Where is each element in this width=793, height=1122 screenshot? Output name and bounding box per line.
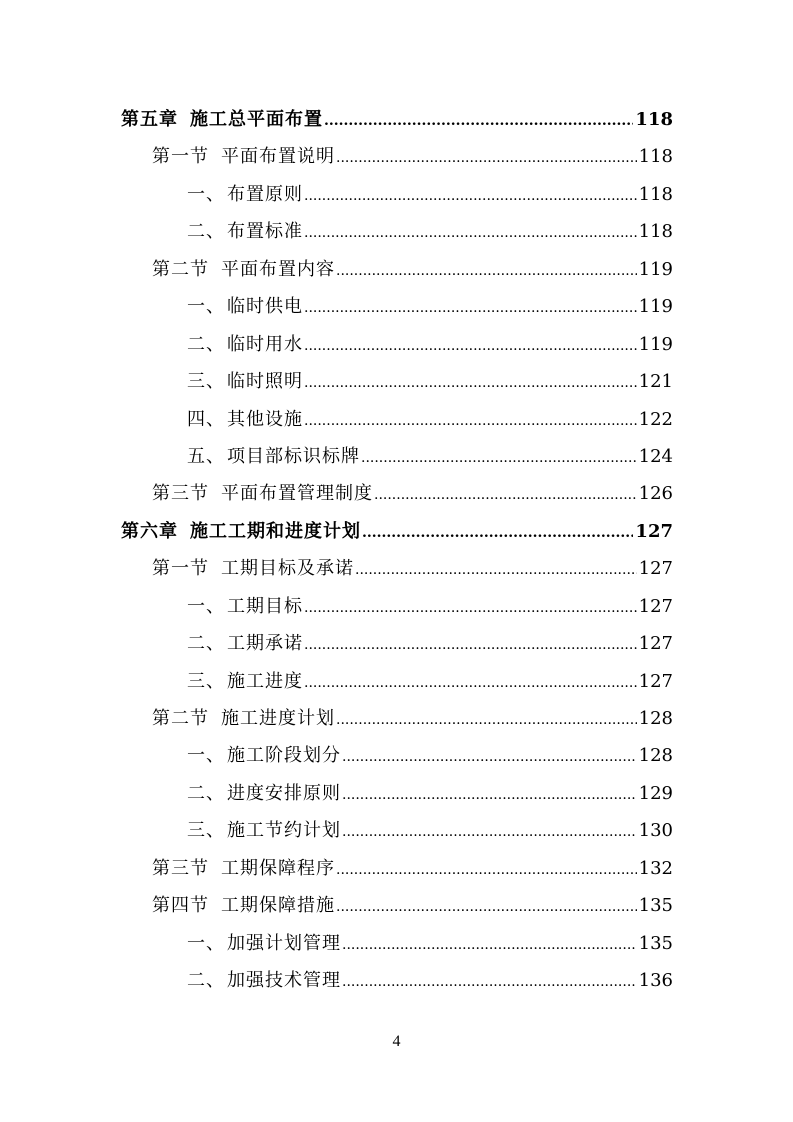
toc-entry-title: 其他设施 bbox=[227, 408, 303, 430]
toc-subsection-entry[interactable] bbox=[0, 812, 793, 849]
toc-subsection-entry[interactable] bbox=[0, 401, 793, 438]
toc-entry-number: 第四节 bbox=[152, 895, 209, 917]
toc-entry-title: 工期承诺 bbox=[227, 633, 303, 655]
toc-dot-leader bbox=[361, 445, 637, 471]
toc-dot-leader bbox=[355, 557, 637, 583]
toc-entry-number: 四、 bbox=[187, 408, 225, 430]
toc-entry-number: 一、 bbox=[187, 296, 225, 318]
toc-subsection-entry[interactable] bbox=[0, 925, 793, 962]
toc-dot-leader bbox=[342, 969, 637, 995]
toc-entry-title: 临时供电 bbox=[227, 296, 303, 318]
toc-entry-line bbox=[187, 669, 673, 696]
toc-entry-number: 二、 bbox=[187, 221, 225, 243]
toc-entry-line bbox=[187, 931, 673, 958]
toc-entry-title: 平面布置说明 bbox=[221, 146, 335, 168]
toc-entry-line bbox=[187, 818, 673, 845]
toc-section-entry[interactable] bbox=[0, 700, 793, 737]
toc-entry-page-number: 132 bbox=[638, 857, 673, 879]
toc-entry-title: 加强技术管理 bbox=[227, 970, 341, 992]
toc-entry-title: 临时照明 bbox=[227, 371, 303, 393]
toc-chapter-entry[interactable] bbox=[0, 101, 793, 138]
toc-entry-line bbox=[152, 893, 673, 920]
toc-subsection-entry[interactable] bbox=[0, 363, 793, 400]
toc-entry-title: 施工进度 bbox=[227, 670, 303, 692]
toc-entry-page-number: 127 bbox=[638, 670, 673, 692]
toc-entry-title: 平面布置内容 bbox=[221, 258, 335, 280]
toc-subsection-entry[interactable] bbox=[0, 737, 793, 774]
toc-entry-number: 一、 bbox=[187, 595, 225, 617]
toc-subsection-entry[interactable] bbox=[0, 438, 793, 475]
toc-dot-leader bbox=[304, 670, 637, 696]
toc-entry-line bbox=[187, 294, 673, 321]
toc-entry-number: 第五章 bbox=[121, 109, 178, 130]
toc-entry-number: 一、 bbox=[187, 183, 225, 205]
toc-entry-page-number: 118 bbox=[638, 183, 673, 205]
toc-entry-number: 二、 bbox=[187, 970, 225, 992]
toc-subsection-entry[interactable] bbox=[0, 962, 793, 999]
toc-entry-line bbox=[152, 556, 673, 583]
toc-entry-page-number: 119 bbox=[638, 296, 673, 318]
toc-entry-title: 加强计划管理 bbox=[227, 932, 341, 954]
toc-dot-leader bbox=[324, 108, 633, 134]
toc-entry-page-number: 122 bbox=[638, 408, 673, 430]
toc-section-entry[interactable] bbox=[0, 550, 793, 587]
toc-entry-number: 二、 bbox=[187, 333, 225, 355]
toc-entry-number: 一、 bbox=[187, 932, 225, 954]
toc-entry-number: 五、 bbox=[187, 445, 225, 467]
toc-dot-leader bbox=[304, 370, 637, 396]
toc-entry-number: 第三节 bbox=[152, 857, 209, 879]
toc-entry-page-number: 127 bbox=[638, 558, 673, 580]
toc-entry-page-number: 124 bbox=[638, 445, 673, 467]
toc-dot-leader bbox=[342, 744, 637, 770]
toc-entry-line bbox=[187, 743, 673, 770]
toc-entry-page-number: 121 bbox=[638, 371, 673, 393]
toc-chapter-entry[interactable] bbox=[0, 513, 793, 550]
toc-dot-leader bbox=[342, 819, 637, 845]
toc-dot-leader bbox=[304, 595, 637, 621]
toc-entry-title: 施工总平面布置 bbox=[190, 109, 323, 130]
table-of-contents bbox=[0, 101, 793, 1000]
toc-entry-number: 三、 bbox=[187, 820, 225, 842]
toc-dot-leader bbox=[336, 857, 637, 883]
toc-entry-line bbox=[187, 594, 673, 621]
toc-entry-line bbox=[187, 219, 673, 246]
toc-dot-leader bbox=[362, 520, 633, 546]
toc-entry-line bbox=[187, 182, 673, 209]
toc-entry-title: 进度安排原则 bbox=[227, 782, 341, 804]
toc-entry-page-number: 135 bbox=[638, 932, 673, 954]
toc-entry-title: 施工阶段划分 bbox=[227, 745, 341, 767]
toc-entry-number: 一、 bbox=[187, 745, 225, 767]
toc-entry-page-number: 128 bbox=[638, 745, 673, 767]
toc-entry-title: 工期目标及承诺 bbox=[221, 558, 354, 580]
toc-entry-title: 平面布置管理制度 bbox=[221, 483, 373, 505]
toc-subsection-entry[interactable] bbox=[0, 176, 793, 213]
toc-entry-line bbox=[187, 781, 673, 808]
toc-entry-title: 工期目标 bbox=[227, 595, 303, 617]
toc-section-entry[interactable] bbox=[0, 138, 793, 175]
toc-entry-line bbox=[152, 257, 673, 284]
toc-dot-leader bbox=[304, 295, 637, 321]
toc-entry-number: 第一节 bbox=[152, 146, 209, 168]
toc-dot-leader bbox=[304, 220, 637, 246]
toc-entry-title: 临时用水 bbox=[227, 333, 303, 355]
toc-entry-number: 第一节 bbox=[152, 558, 209, 580]
toc-entry-line bbox=[152, 144, 673, 171]
toc-entry-line bbox=[152, 706, 673, 733]
toc-entry-title: 布置原则 bbox=[227, 183, 303, 205]
toc-entry-page-number: 118 bbox=[638, 146, 673, 168]
toc-dot-leader bbox=[342, 932, 637, 958]
toc-dot-leader bbox=[336, 258, 637, 284]
toc-entry-number: 二、 bbox=[187, 782, 225, 804]
toc-entry-line bbox=[187, 407, 673, 434]
toc-entry-title: 项目部标识标牌 bbox=[227, 445, 360, 467]
toc-entry-title: 工期保障程序 bbox=[221, 857, 335, 879]
toc-subsection-entry[interactable] bbox=[0, 213, 793, 250]
toc-entry-page-number: 118 bbox=[635, 109, 673, 130]
toc-entry-page-number: 127 bbox=[638, 595, 673, 617]
toc-entry-line bbox=[152, 481, 673, 508]
toc-entry-number: 第六章 bbox=[121, 520, 178, 542]
toc-dot-leader bbox=[336, 145, 637, 171]
toc-dot-leader bbox=[374, 482, 637, 508]
toc-entry-page-number: 127 bbox=[635, 520, 673, 542]
toc-entry-number: 第三节 bbox=[152, 483, 209, 505]
toc-entry-line bbox=[187, 369, 673, 396]
toc-entry-title: 施工进度计划 bbox=[221, 708, 335, 729]
toc-entry-number: 第二节 bbox=[152, 258, 209, 280]
toc-dot-leader bbox=[304, 183, 637, 209]
toc-entry-page-number: 118 bbox=[638, 221, 673, 243]
toc-entry-page-number: 135 bbox=[638, 895, 673, 917]
toc-subsection-entry[interactable] bbox=[0, 288, 793, 325]
toc-entry-title: 施工工期和进度计划 bbox=[190, 520, 361, 542]
toc-entry-line bbox=[121, 107, 673, 134]
toc-entry-line bbox=[187, 332, 673, 359]
toc-entry-page-number: 136 bbox=[638, 970, 673, 992]
toc-entry-page-number: 127 bbox=[638, 633, 673, 655]
toc-entry-title: 工期保障措施 bbox=[221, 895, 335, 917]
toc-entry-page-number: 119 bbox=[638, 258, 673, 280]
toc-dot-leader bbox=[304, 333, 637, 359]
toc-entry-number: 二、 bbox=[187, 633, 225, 655]
toc-entry-page-number: 130 bbox=[638, 820, 673, 842]
toc-section-entry[interactable] bbox=[0, 251, 793, 288]
page-number: 4 bbox=[392, 1033, 401, 1050]
toc-entry-number: 三、 bbox=[187, 670, 225, 692]
toc-section-entry[interactable] bbox=[0, 475, 793, 512]
toc-dot-leader bbox=[342, 782, 637, 808]
toc-entry-page-number: 129 bbox=[638, 782, 673, 804]
toc-subsection-entry[interactable] bbox=[0, 588, 793, 625]
toc-entry-page-number: 126 bbox=[638, 483, 673, 505]
toc-entry-number: 第二节 bbox=[152, 708, 209, 729]
toc-section-entry[interactable] bbox=[0, 887, 793, 924]
toc-subsection-entry[interactable] bbox=[0, 775, 793, 812]
toc-entry-page-number: 128 bbox=[638, 708, 673, 729]
toc-entry-title: 布置标准 bbox=[227, 221, 303, 243]
toc-entry-title: 施工节约计划 bbox=[227, 820, 341, 842]
toc-dot-leader bbox=[336, 894, 637, 920]
toc-entry-number: 三、 bbox=[187, 371, 225, 393]
toc-entry-line bbox=[187, 444, 673, 471]
toc-subsection-entry[interactable] bbox=[0, 663, 793, 700]
toc-dot-leader bbox=[304, 408, 637, 434]
toc-entry-page-number: 119 bbox=[638, 333, 673, 355]
toc-subsection-entry[interactable] bbox=[0, 326, 793, 363]
toc-dot-leader bbox=[304, 632, 637, 658]
toc-entry-line bbox=[187, 631, 673, 658]
toc-dot-leader bbox=[336, 707, 637, 733]
toc-entry-line bbox=[121, 519, 673, 546]
toc-entry-line bbox=[187, 968, 673, 995]
toc-section-entry[interactable] bbox=[0, 850, 793, 887]
toc-subsection-entry[interactable] bbox=[0, 625, 793, 662]
toc-entry-line bbox=[152, 856, 673, 883]
